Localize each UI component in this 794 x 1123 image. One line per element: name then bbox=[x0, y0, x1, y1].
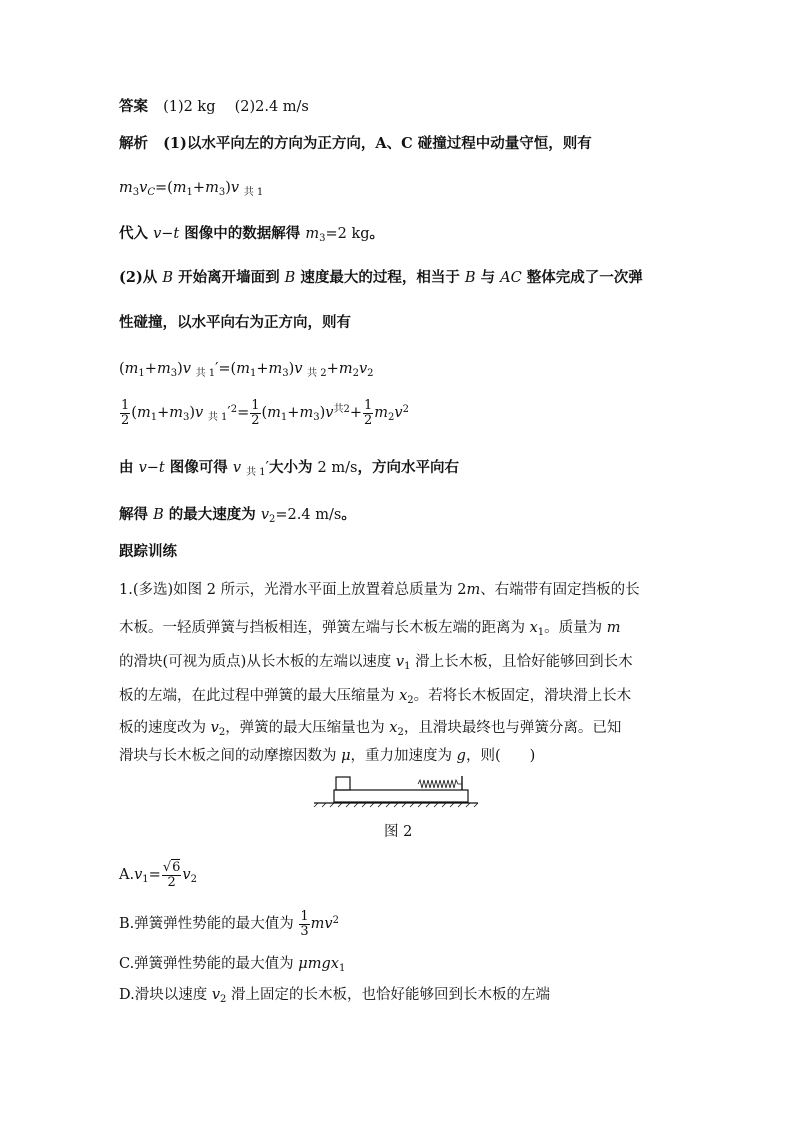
equation-2: $(m_1+m_3)v$ $_{共 1}'=(m_1+m_3)v$ $_{共 2}+m_2v_2$ bbox=[119, 361, 374, 379]
question-line-6: 滑块与长木板之间的动摩擦因数为 μ，重力加速度为 g，则( ) bbox=[119, 748, 536, 764]
option-c[interactable]: C.弹簧弹性势能的最大值为 μmgx$_1$ bbox=[119, 956, 346, 974]
answer-part1: (1)2 kg bbox=[163, 99, 216, 115]
answer-label: 答案 bbox=[119, 98, 148, 115]
answer-part2: (2)2.4 m/s bbox=[234, 99, 309, 115]
option-b[interactable]: B.弹簧弹性势能的最大值为 $\frac{1}{3}$ $mv^2$ bbox=[119, 908, 339, 939]
analysis-line-4: 性碰撞，以水平向右为正方向，则有 bbox=[119, 314, 351, 331]
analysis-line-3: (2)从 B 开始离开墙面到 B 速度最大的过程，相当于 B 与 AC 整体完成了一次弹 bbox=[119, 269, 643, 286]
figure-caption: 图 2 bbox=[384, 824, 413, 840]
question-line-4: 板的左端，在此过程中弹簧的最大压缩量为 $x_2$。若将长木板固定，滑块滑上长木 bbox=[119, 688, 632, 706]
analysis-label: 解析 bbox=[119, 135, 148, 152]
analysis-line-5: 由 v−t 图像可得 v $_{共 1}$′大小为 2 m/s，方向水平向右 bbox=[119, 459, 459, 478]
question-line-1: 1.(多选)如图 2 所示，光滑水平面上放置着总质量为 2m、右端带有固定挡板的长 bbox=[119, 582, 640, 598]
analysis-line-6: 解得 B 的最大速度为 $v_2=2.4$ m/s。 bbox=[119, 506, 356, 525]
analysis-text-1: (1)以水平向左的方向为正方向，A、C 碰撞过程中动量守恒，则有 bbox=[163, 135, 592, 152]
option-d[interactable]: D.滑块以速度 $v_2$ 滑上固定的长木板，也恰好能够回到长木板的左端 bbox=[119, 987, 551, 1005]
question-line-5: 板的速度改为 $v_2$，弹簧的最大压缩量也为 $x_2$，且滑块最终也与弹簧分离。已知 bbox=[119, 720, 622, 738]
question-line-3: 的滑块(可视为质点)从长木板的左端以速度 $v_1$ 滑上长木板，且恰好能够回到长木 bbox=[119, 654, 633, 672]
section-title: 跟踪训练 bbox=[119, 543, 177, 560]
answer-line bbox=[119, 97, 309, 117]
spring-board-figure bbox=[312, 772, 482, 808]
equation-1: $m_3v_C=(m_1+m_3)v$ $_{共 1}$ bbox=[119, 180, 264, 198]
question-line-2: 木板。一轻质弹簧与挡板相连，弹簧左端与长木板左端的距离为 $x_1$。质量为 m bbox=[119, 620, 621, 638]
equation-3: $\frac{1}{2}$ $(m_1+m_3)v$ $_{共 1}'^2=$ $\frac{1}{2}$ $(m_1+m_3)v^{共2}+$ $\frac{1}{2}$ $m_2v^2$ bbox=[121, 397, 409, 428]
option-a[interactable]: $A.v_1=$ $\frac{√6}{2}$ $v_2$ bbox=[119, 859, 197, 890]
analysis-line-2: 代入 v−t 图像中的数据解得 $m_3=2$ kg。 bbox=[119, 225, 385, 244]
analysis-line-1 bbox=[119, 134, 592, 154]
